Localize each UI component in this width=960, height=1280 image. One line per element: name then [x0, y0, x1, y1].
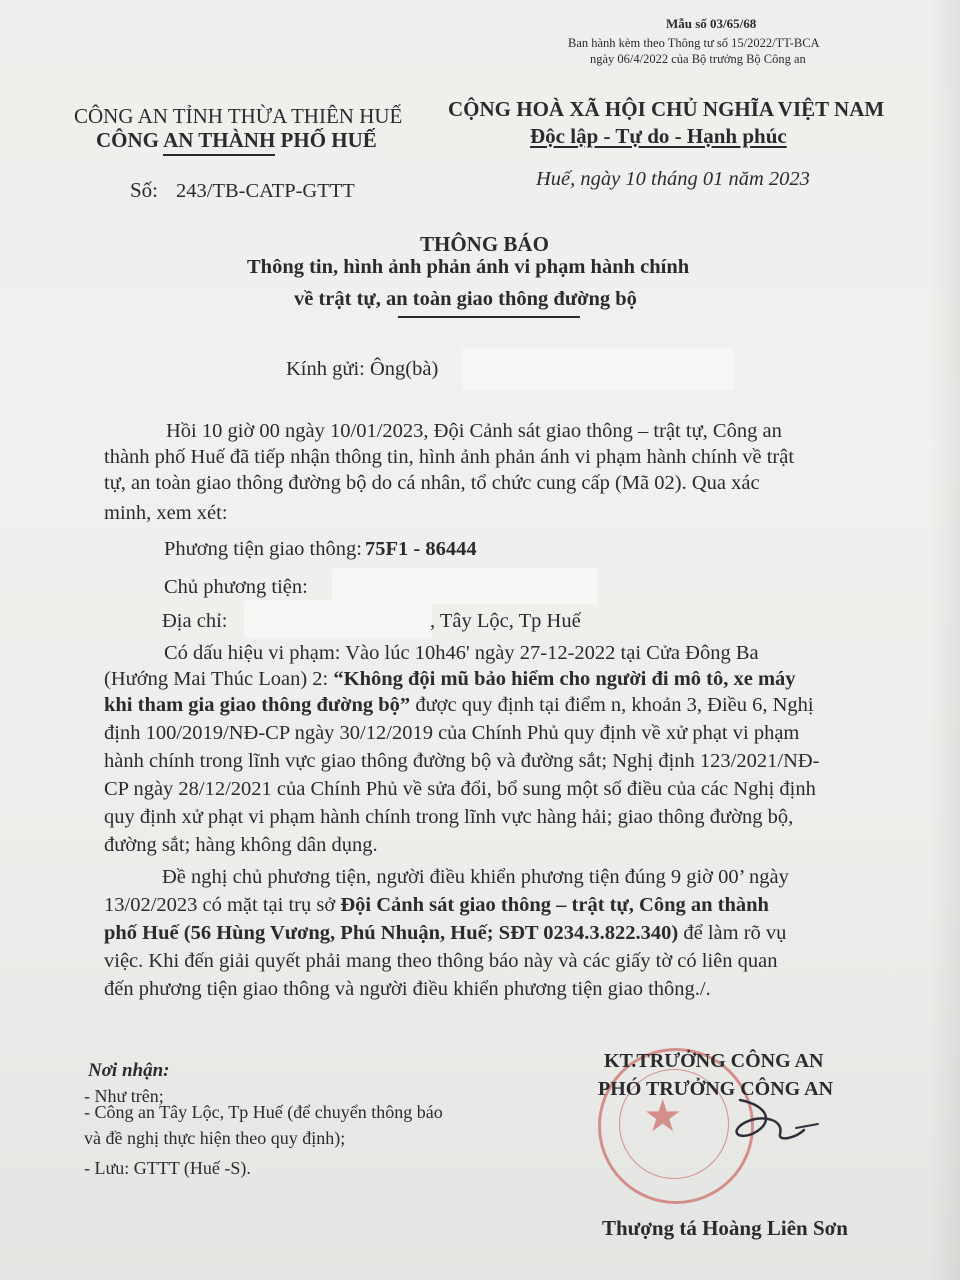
doc-number-label: Số: — [130, 178, 159, 202]
violation-quote-part1: “Không đội mũ bảo hiểm cho người đi mô tô, xe máy — [333, 668, 796, 690]
p1-line3: tự, an toàn giao thông đường bộ do cá nhân, tổ chức cung cấp (Mã 02). Qua xác — [104, 472, 760, 494]
place-date: Huế, ngày 10 tháng 01 năm 2023 — [536, 168, 810, 190]
agency-underline — [163, 154, 275, 156]
subtitle-underline — [398, 316, 580, 318]
violation-line2-text: (Hướng Mai Thúc Loan) 2: — [104, 668, 334, 690]
signature-line1: KT.TRƯỞNG CÔNG AN — [604, 1050, 824, 1072]
request-line2-text: 13/02/2023 có mặt tại trụ sở — [104, 894, 341, 916]
address-label: Địa chỉ: — [162, 610, 228, 632]
request-line4: việc. Khi đến giải quyết phải mang theo thông báo này và các giấy tờ có liên quan — [104, 950, 778, 972]
notice-subtitle-2: về trật tự, an toàn giao thông đường bộ — [294, 288, 637, 310]
recipient-label: Kính gửi: Ông(bà) — [286, 358, 439, 380]
violation-line3-text: được quy định tại điểm n, khoản 3, Điều 6, Nghị — [410, 694, 814, 716]
form-issued-line2: ngày 06/4/2022 của Bộ trưởng Bộ Công an — [590, 52, 806, 66]
violation-line4: định 100/2019/NĐ-CP ngày 30/12/2019 của Chính Phủ quy định về xử phạt vi phạm — [104, 722, 800, 744]
recipients-item1: - Như trên; — [84, 1086, 164, 1106]
request-line5: đến phương tiện giao thông và người điều khiển phương tiện giao thông./. — [104, 978, 711, 1000]
request-line3-text: để làm rõ vụ — [678, 922, 787, 944]
request-office-part2: phố Huế (56 Hùng Vương, Phú Nhuận, Huế; SĐT 0234.3.822.340) — [104, 922, 679, 944]
p1-line2: thành phố Huế đã tiếp nhận thông tin, hình ảnh phản ánh vi phạm hành chính về trật — [104, 446, 795, 468]
p1-line4: minh, xem xét: — [104, 502, 228, 524]
redacted-owner-name — [332, 568, 598, 604]
nation-motto: Độc lập - Tự do - Hạnh phúc — [530, 124, 787, 148]
seal-star-icon: ★ — [643, 1091, 683, 1142]
signer-name: Thượng tá Hoàng Liên Sơn — [602, 1216, 848, 1240]
agency-name: CÔNG AN THÀNH PHỐ HUẾ — [96, 128, 377, 152]
notice-title: THÔNG BÁO — [420, 232, 549, 256]
violation-line6: CP ngày 28/12/2021 của Chính Phủ về sửa đổi, bổ sung một số điều của các Nghị định — [104, 778, 816, 800]
recipients-heading: Nơi nhận: — [88, 1060, 170, 1081]
p1-line1: Hồi 10 giờ 00 ngày 10/01/2023, Đội Cảnh sát giao thông – trật tự, Công an — [166, 420, 782, 442]
request-line3 — [104, 922, 786, 945]
vehicle-plate: 75F1 - 86444 — [365, 538, 477, 560]
request-line2 — [104, 894, 769, 917]
violation-line5: hành chính trong lĩnh vực giao thông đường bộ và đường sắt; Nghị định 123/2021/NĐ- — [104, 750, 820, 772]
vehicle-label: Phương tiện giao thông: — [164, 538, 362, 560]
violation-quote-part2: khi tham gia giao thông đường bộ” — [104, 694, 411, 716]
violation-line7: quy định xử phạt vi phạm hành chính trong lĩnh vực hàng hải; giao thông đường bộ, — [104, 806, 794, 828]
violation-line1: Có dấu hiệu vi phạm: Vào lúc 10h46' ngày 27-12-2022 tại Cửa Đông Ba — [164, 642, 759, 664]
handwritten-signature — [700, 1092, 860, 1152]
violation-line2 — [104, 668, 796, 691]
recipients-item2a: - Công an Tây Lộc, Tp Huế (để chuyển thông báo — [84, 1102, 443, 1122]
violation-line8: đường sắt; hàng không dân dụng. — [104, 834, 378, 856]
form-issued-line1: Ban hành kèm theo Thông tư số 15/2022/TT-BCA — [568, 36, 820, 50]
form-code: Mẫu số 03/65/68 — [666, 16, 757, 31]
owner-label: Chủ phương tiện: — [164, 576, 308, 598]
redacted-address — [244, 600, 432, 638]
page-edge-shadow — [930, 0, 960, 1280]
agency-parent: CÔNG AN TỈNH THỪA THIÊN HUẾ — [74, 104, 403, 128]
doc-number: 243/TB-CATP-GTTT — [176, 180, 355, 202]
nation-title: CỘNG HOÀ XÃ HỘI CHỦ NGHĨA VIỆT NAM — [448, 97, 885, 121]
recipients-item2b: và đề nghị thực hiện theo quy định); — [84, 1128, 346, 1148]
request-line1: Đề nghị chủ phương tiện, người điều khiển phương tiện đúng 9 giờ 00’ ngày — [162, 866, 789, 888]
request-office-part1: Đội Cảnh sát giao thông – trật tự, Công an thành — [340, 894, 769, 916]
violation-line3 — [104, 694, 814, 717]
recipients-item3: - Lưu: GTTT (Huế -S). — [84, 1158, 251, 1178]
address-value: , Tây Lộc, Tp Huế — [430, 610, 581, 632]
redacted-recipient-name — [462, 348, 734, 390]
notice-subtitle-1: Thông tin, hình ảnh phản ánh vi phạm hành chính — [247, 256, 690, 278]
signature-line2: PHÓ TRƯỞNG CÔNG AN — [598, 1078, 834, 1100]
